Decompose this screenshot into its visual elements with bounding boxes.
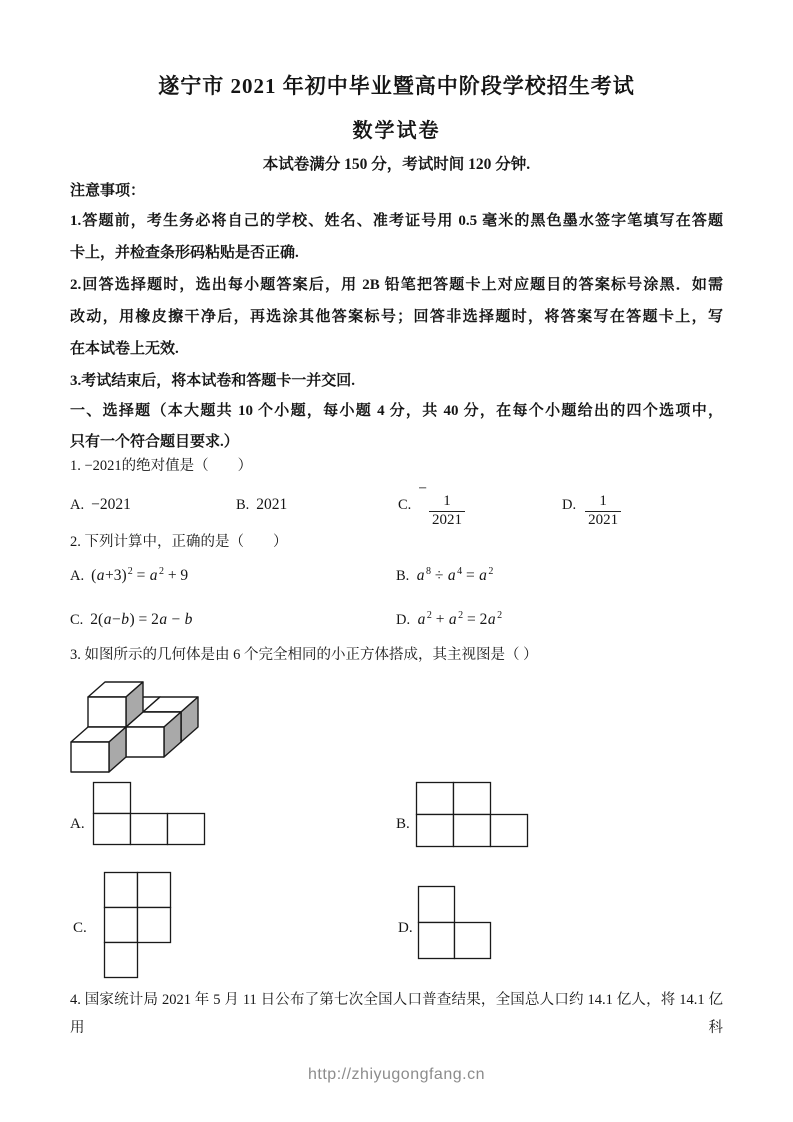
q2-option-d [396, 604, 502, 636]
q3-option-c-figure [103, 871, 172, 979]
page-title: 遂宁市 2021 年初中毕业暨高中阶段学校招生考试 [158, 74, 635, 98]
notice-line: 3.考试结束后，将本试卷和答题卡一并交回. [70, 373, 356, 389]
q1-option-c [398, 481, 467, 529]
option-label: B. [236, 496, 250, 513]
q1-option-a [70, 481, 131, 529]
section-1-heading: 一、选择题（本大题共 10 个小题，每小题 4 分，共 40 分，在每个小题给出的四个选项中， [70, 403, 723, 419]
q3-option-b-label: B. [396, 816, 410, 832]
q1-option-a-value: −2021 [91, 496, 131, 513]
option-label: B. [396, 567, 410, 584]
question-3-stem: 3. 如图所示的几何体是由 6 个完全相同的小正方体搭成，其主视图是（ ） [70, 647, 538, 663]
question-2-stem: 2. 下列计算中，正确的是（ ） [70, 534, 288, 550]
notice-heading: 注意事项： [70, 183, 146, 199]
q2-option-a [70, 560, 188, 592]
option-label: C. [398, 496, 412, 513]
q3-option-b-figure [415, 781, 529, 848]
option-label: D. [562, 496, 577, 513]
q2-option-d-formula: a $^2$ + a $^2$ = 2a $^2$ [417, 609, 503, 628]
option-label: D. [396, 611, 411, 628]
q2-option-b [396, 560, 493, 592]
q2-option-c [70, 604, 193, 636]
question-1-stem: 1. −2021的绝对值是（ ） [70, 458, 253, 474]
q3-option-d-label: D. [398, 920, 413, 936]
question-4-stem: 4. 国家统计局 2021 年 5 月 11 日公布了第七次全国人口普查结果，全国总人口约 14.1 亿人，将 14.1 亿用科 [70, 992, 723, 1036]
notice-line: 在本试卷上无效. [70, 341, 179, 357]
q2-option-a-formula: $(a+3)^2 = a$ $^2$ + 9 [91, 565, 189, 584]
option-label: A. [70, 567, 85, 584]
footer-watermark-url: http://zhiyugongfang.cn [308, 1066, 485, 1083]
q3-option-a-figure [92, 781, 206, 846]
q2-option-b-formula: a $^8$ ÷ a $^4$ = a $^2$ [416, 565, 494, 584]
q1-option-d [562, 481, 623, 529]
section-1-heading-cont: 只有一个符合题目要求.） [70, 434, 239, 450]
option-label: C. [70, 611, 84, 628]
notice-line: 2.回答选择题时，选出每小题答案后，用 2B 铅笔把答题卡上对应题目的答案标号涂黑．如需 [70, 277, 723, 293]
q2-option-c-formula: 2(a−b) = 2a − b [90, 611, 193, 628]
q3-option-a-label: A. [70, 816, 85, 832]
option-label: A. [70, 496, 85, 513]
exam-info-line: 本试卷满分 150 分，考试时间 120 分钟. [262, 156, 531, 173]
notice-line: 1.答题前，考生务必将自己的学校、姓名、准考证号用 0.5 毫米的黑色墨水签字笔填写在答题 [70, 213, 723, 229]
q3-option-c-label: C. [73, 920, 87, 936]
q1-option-b-value: 2021 [256, 496, 288, 513]
notice-line: 卡上，并检查条形码粘贴是否正确. [70, 245, 299, 261]
cube-stack-figure [60, 670, 210, 782]
q3-option-d-figure [417, 885, 492, 960]
notice-line: 改动，用橡皮擦干净后，再选涂其他答案标号；回答非选择题时，将答案写在答题卡上，写 [70, 309, 723, 325]
q1-option-c-value: − $\frac{1}{2021}$ [418, 480, 467, 529]
q1-option-b [236, 481, 287, 529]
q1-option-d-value: $\frac{1}{2021}$ [583, 480, 623, 529]
page-subtitle: 数学试卷 [352, 120, 441, 142]
